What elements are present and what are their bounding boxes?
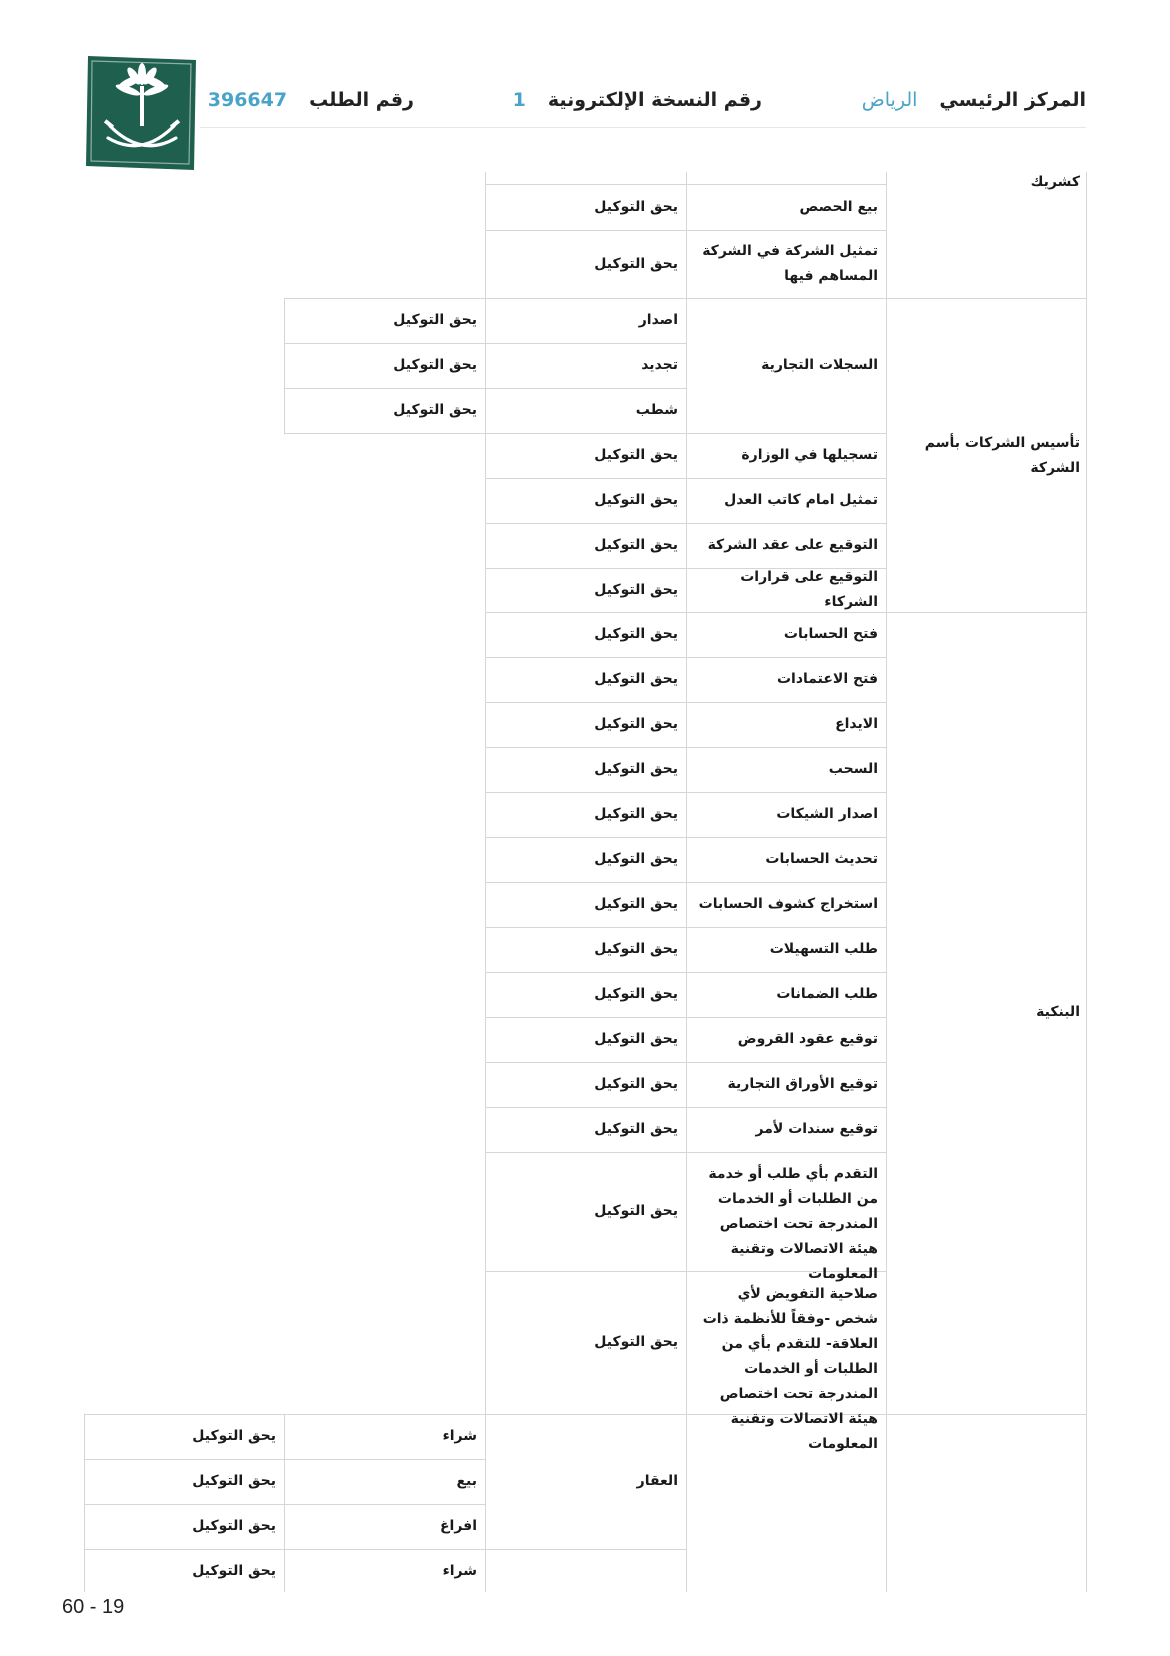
power-item: تحديث الحسابات bbox=[765, 851, 878, 867]
top-label: كشريك bbox=[1030, 174, 1080, 190]
permission-value: يحق التوكيل bbox=[594, 198, 678, 215]
permission-value: يحق التوكيل bbox=[192, 1473, 276, 1489]
permission-value: يحق التوكيل bbox=[594, 447, 678, 463]
power-item: استخراج كشوف الحسابات bbox=[698, 896, 878, 912]
power-item: اصدار الشيكات bbox=[776, 806, 878, 822]
power-item: تمثيل الشركة في الشركة المساهم فيها bbox=[702, 243, 878, 284]
permission-value: يحق التوكيل bbox=[393, 402, 477, 418]
saudi-emblem-icon bbox=[84, 54, 200, 172]
power-item: تسجيلها في الوزارة bbox=[741, 447, 878, 463]
permission-value: يحق التوكيل bbox=[594, 1203, 678, 1219]
power-item: توقيع عقود القروض bbox=[737, 1031, 878, 1047]
permission-value: يحق التوكيل bbox=[594, 1031, 678, 1047]
permission-value: يحق التوكيل bbox=[594, 492, 678, 508]
permission-value: يحق التوكيل bbox=[594, 537, 678, 553]
power-item: طلب الضمانات bbox=[776, 986, 878, 1002]
sub-item: شراء bbox=[442, 1563, 477, 1579]
power-item: التوقيع على عقد الشركة bbox=[707, 537, 878, 553]
sub-item: افراغ bbox=[439, 1518, 477, 1534]
power-item: توقيع سندات لأمر bbox=[755, 1121, 878, 1137]
branch-label: المركز الرئيسي bbox=[939, 89, 1086, 111]
permission-value: يحق التوكيل bbox=[594, 986, 678, 1002]
copy-value: 1 bbox=[512, 89, 526, 111]
permission-value: يحق التوكيل bbox=[594, 581, 678, 598]
copy-label: رقم النسخة الإلكترونية bbox=[547, 89, 762, 111]
permission-value: يحق التوكيل bbox=[594, 1334, 678, 1350]
sub-item: اصدار bbox=[638, 312, 678, 328]
power-item: صلاحية التفويض لأي شخص -وفقاً للأنظمة ذات العلاقة- للتقدم بأي من الطلبات أو الخدمات المندرجة تحت اختصاص هيئة الاتصالات وتقنية المعلومات bbox=[702, 1286, 878, 1452]
request-header bbox=[208, 82, 414, 118]
request-label: رقم الطلب bbox=[309, 89, 414, 111]
power-item: الايداع bbox=[835, 716, 878, 732]
power-item: فتح الاعتمادات bbox=[776, 671, 878, 687]
permission-value: يحق التوكيل bbox=[594, 851, 678, 867]
category-label: البنكية bbox=[1036, 1004, 1080, 1020]
permission-value: يحق التوكيل bbox=[594, 626, 678, 642]
sub-category: العقار bbox=[636, 1473, 678, 1489]
permission-value: يحق التوكيل bbox=[192, 1563, 276, 1579]
power-item: توقيع الأوراق التجارية bbox=[727, 1076, 878, 1092]
category-label: تأسيس الشركات بأسم الشركة bbox=[924, 434, 1080, 476]
request-value: 396647 bbox=[207, 89, 288, 111]
header-divider bbox=[200, 127, 1086, 128]
permission-value: يحق التوكيل bbox=[594, 806, 678, 822]
permission-value: يحق التوكيل bbox=[594, 941, 678, 957]
permission-value: يحق التوكيل bbox=[393, 312, 477, 328]
sub-item: شطب bbox=[635, 402, 678, 418]
permission-value: يحق التوكيل bbox=[594, 1076, 678, 1092]
permission-value: يحق التوكيل bbox=[594, 671, 678, 687]
power-item: السحب bbox=[828, 761, 878, 777]
permission-value: يحق التوكيل bbox=[594, 896, 678, 912]
copy-header bbox=[513, 82, 762, 118]
power-item: تمثيل امام كاتب العدل bbox=[724, 492, 878, 508]
sub-item: تجديد bbox=[641, 357, 678, 373]
power-item: طلب التسهيلات bbox=[769, 941, 878, 957]
permission-value: يحق التوكيل bbox=[192, 1518, 276, 1534]
permission-value: يحق التوكيل bbox=[192, 1428, 276, 1444]
page-number: 60 - 19 bbox=[62, 1596, 125, 1618]
permission-value: يحق التوكيل bbox=[594, 1121, 678, 1137]
power-item: التوقيع على قرارات الشركاء bbox=[740, 569, 878, 610]
power-item: بيع الحصص bbox=[799, 198, 878, 215]
branch-value: الرياض bbox=[861, 89, 918, 111]
sub-item: بيع bbox=[456, 1473, 477, 1489]
permission-value: يحق التوكيل bbox=[594, 761, 678, 777]
permission-value: يحق التوكيل bbox=[594, 716, 678, 732]
permission-value: يحق التوكيل bbox=[594, 255, 678, 272]
power-item: فتح الحسابات bbox=[783, 626, 878, 642]
permission-value: يحق التوكيل bbox=[393, 357, 477, 373]
power-item: السجلات التجارية bbox=[761, 357, 878, 373]
power-item: التقدم بأي طلب أو خدمة من الطلبات أو الخدمات المندرجة تحت اختصاص هيئة الاتصالات وتقنية المعلومات bbox=[708, 1166, 878, 1282]
sub-item: شراء bbox=[442, 1428, 477, 1444]
branch-header bbox=[862, 82, 1086, 118]
